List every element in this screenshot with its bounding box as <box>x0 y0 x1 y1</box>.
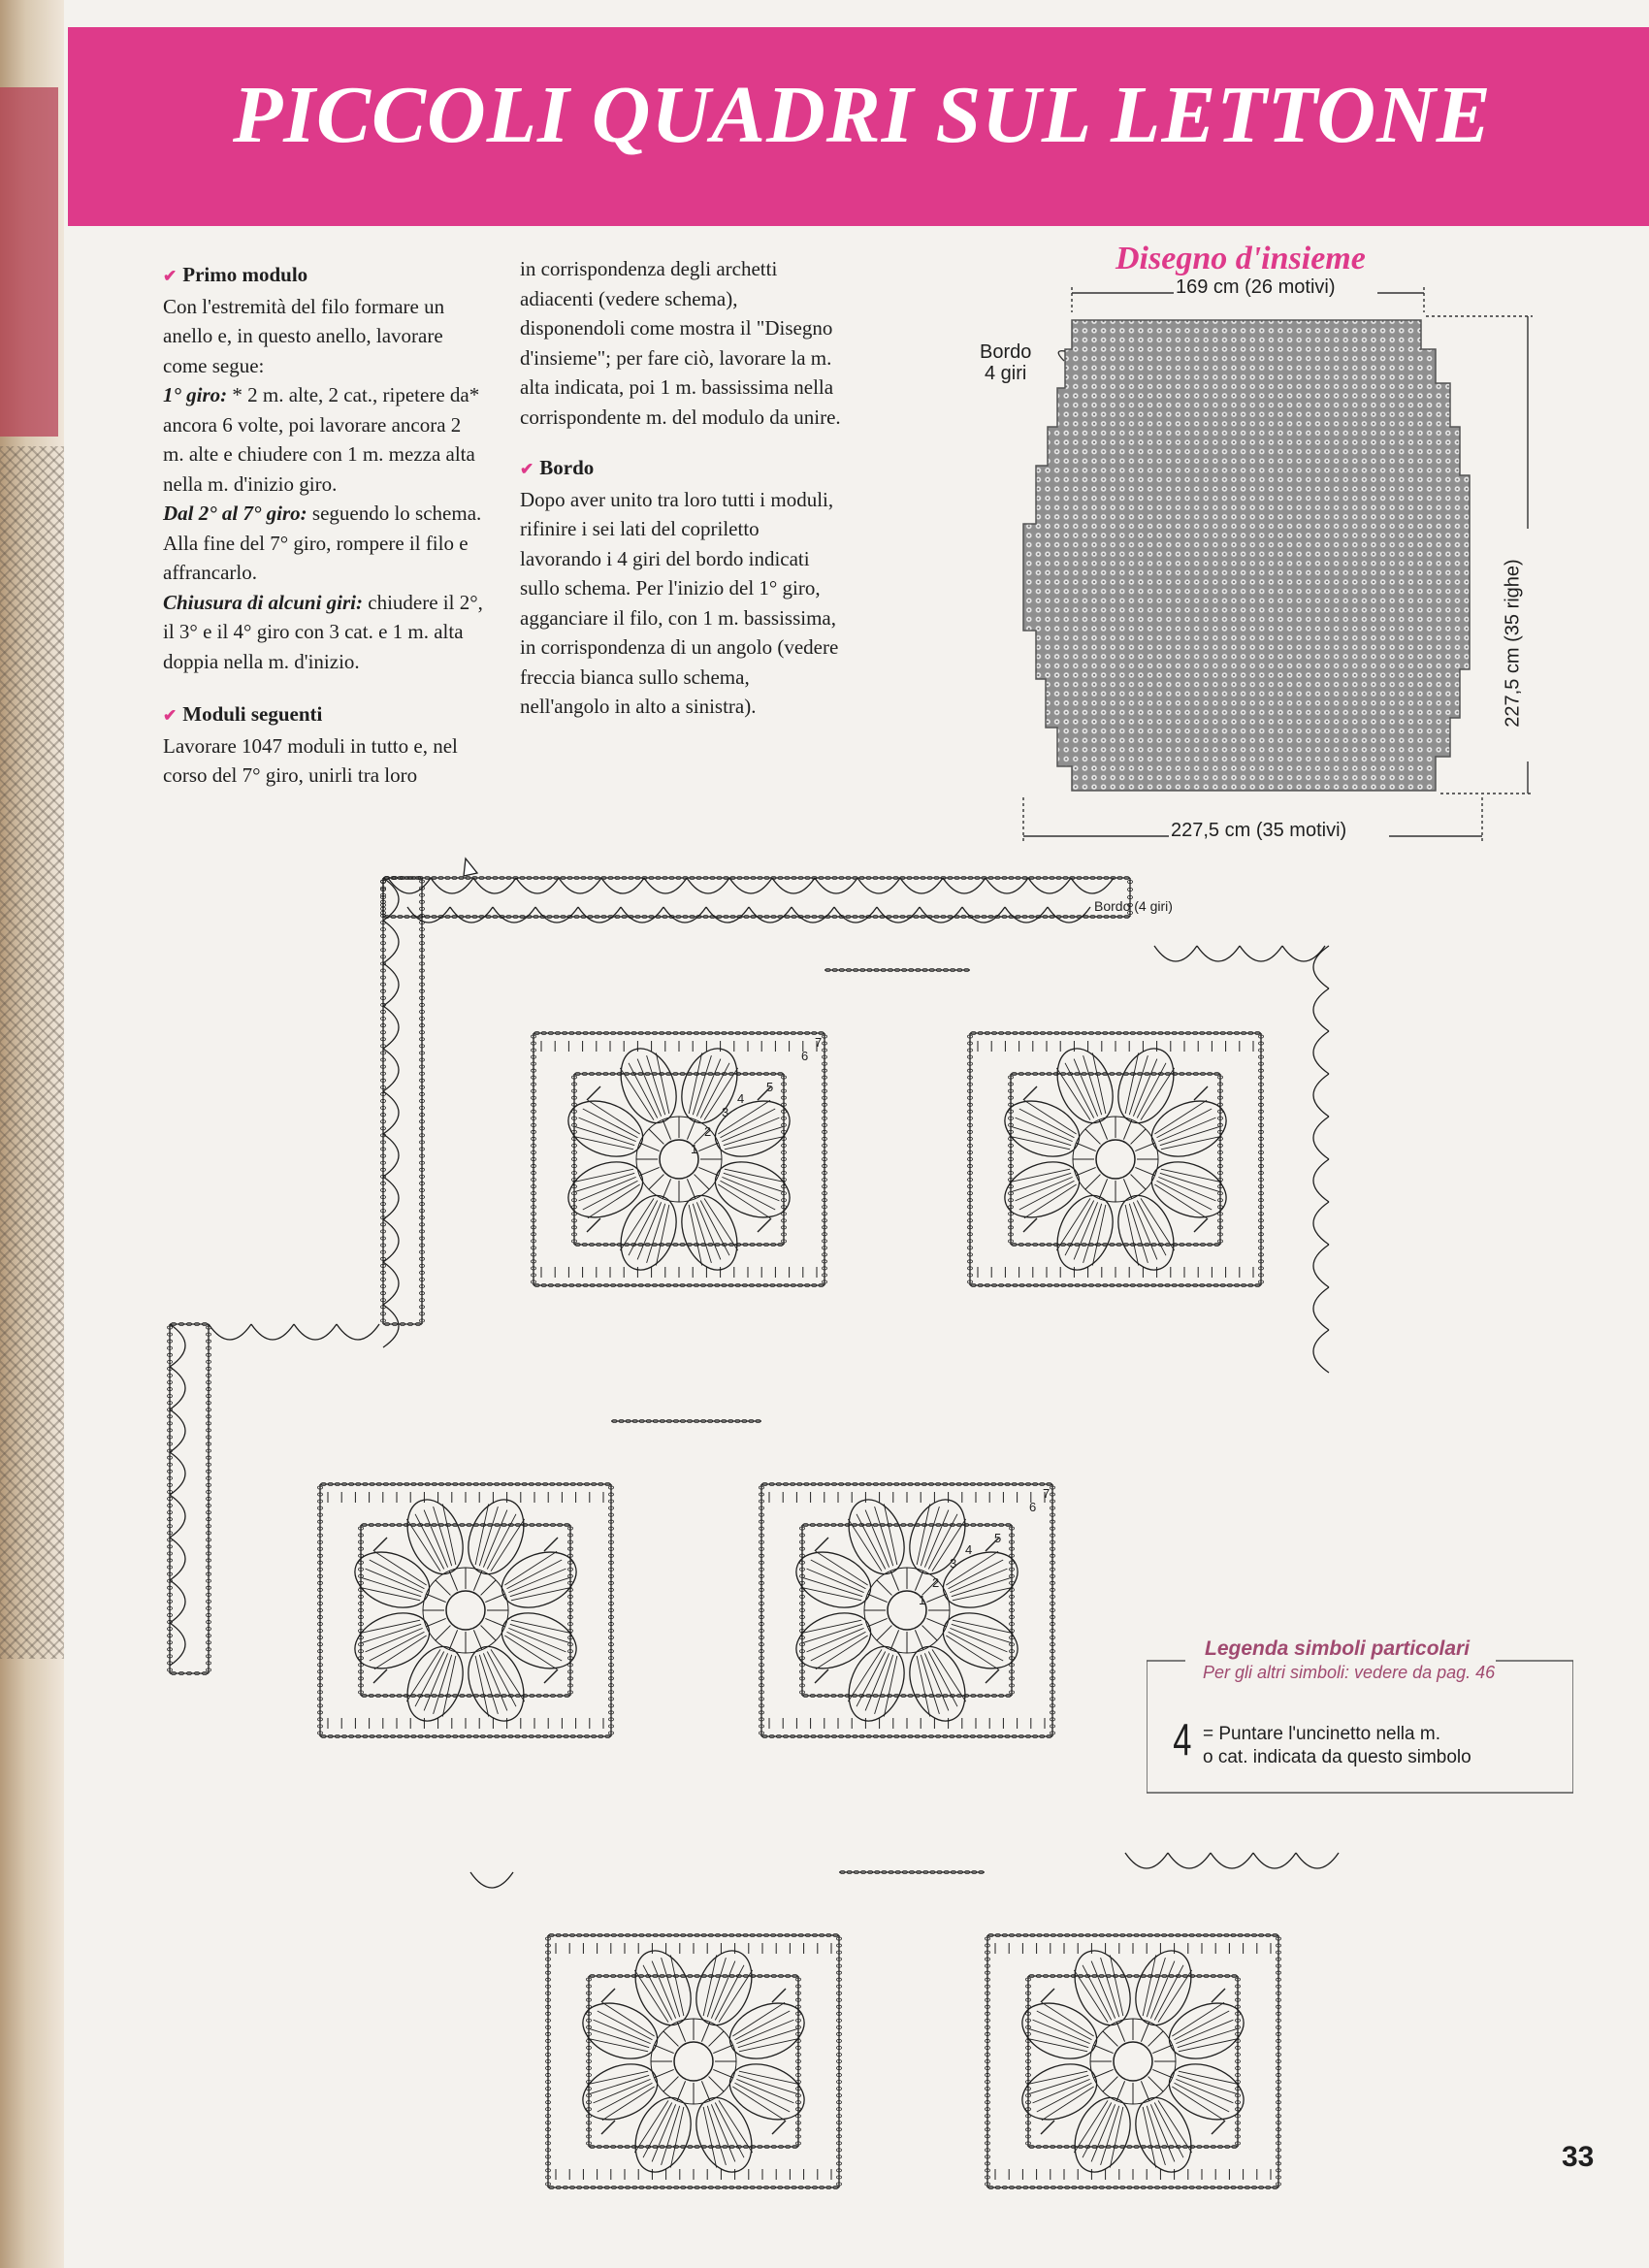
motif-spoke <box>1099 1119 1107 1139</box>
border-arch-left-top <box>251 1324 294 1340</box>
motif-spoke <box>1135 1143 1154 1150</box>
section-heading-moduli-seguenti: ✔ Moduli seguenti <box>163 702 323 726</box>
corner-arrow <box>1212 2121 1225 2134</box>
motif-spoke <box>877 1580 892 1596</box>
overview-bottom-dimension: 227,5 cm (35 motivi) <box>1171 820 1347 841</box>
motif-petal-stitch <box>725 1169 786 1183</box>
motif-petal-stitch <box>475 1505 489 1566</box>
motif-petal-stitch <box>442 1656 456 1717</box>
motif-petal-stitch <box>479 1507 498 1566</box>
motif-spoke <box>449 1571 457 1590</box>
motif-spoke <box>698 1143 718 1150</box>
motif-spoke <box>709 2077 725 2092</box>
bordo-text: Dopo aver unito tra loro tutti i moduli, rifinire i sei lati del copriletto lavorando i 4 giri del bordo indicati sullo schema. Per l'inizio del 1° giro, agganciare il filo, con 1 m. bassissima, in corrispondenza di un angolo (vedere freccia bianca sullo schema, nell'angolo in alto a sinistra). <box>520 487 839 718</box>
round-number: 3 <box>722 1105 729 1119</box>
motif-spoke <box>1076 1143 1095 1150</box>
motif-spoke <box>663 1119 670 1139</box>
round-number: 4 <box>965 1542 973 1557</box>
border-arch-left-top <box>294 1324 337 1340</box>
border-arch-top <box>1028 878 1071 893</box>
round-number: 1 <box>919 1593 926 1607</box>
overview-side-dimension: 227,5 cm (35 righe) <box>1502 559 1524 728</box>
border-arch-top <box>772 878 815 893</box>
motif-spoke <box>687 1179 695 1198</box>
motif-petal-stitch <box>662 2106 680 2165</box>
motif-spoke <box>639 1167 659 1175</box>
motif-center-ring <box>1096 1140 1135 1179</box>
motif-petal-stitch <box>442 1505 456 1566</box>
motif-petal-stitch <box>588 2071 649 2085</box>
motif-petal-stitch <box>1129 1204 1148 1263</box>
motif-petal-stitch <box>670 2107 684 2168</box>
motif-spoke <box>677 2022 685 2041</box>
motif-petal-stitch <box>738 2029 797 2048</box>
motif-petal-stitch <box>1147 2106 1165 2165</box>
corner-arrow <box>1194 1218 1208 1232</box>
motif-spoke <box>1152 2069 1172 2077</box>
motif-spoke <box>926 1618 946 1626</box>
border-arch-top-right <box>1197 946 1240 961</box>
border-arch-right <box>1313 1074 1329 1117</box>
motif-petal-stitch <box>884 1656 897 1717</box>
motif-spoke <box>890 1630 898 1649</box>
motif-spoke <box>639 1143 659 1150</box>
border-arch-top <box>900 878 943 893</box>
motif-spoke <box>1099 1179 1107 1198</box>
section-heading-primo-modulo: ✔ Primo modulo <box>163 263 308 286</box>
motif-petal-stitch <box>1143 2107 1156 2168</box>
border-arch-top-right <box>1240 946 1282 961</box>
motif-petal-stitch <box>1125 1205 1139 1266</box>
motif-spoke <box>915 1571 922 1590</box>
motif-spoke <box>473 1630 481 1649</box>
motif-spoke <box>663 2077 679 2092</box>
corner-arrow <box>1194 1086 1208 1100</box>
chiusura-paragraph: Chiusura di alcuni giri: chiudere il 2°, il 3° e il 4° giro con 3 cat. e 1 m. alta doppia nella m. d'inizio. <box>163 590 483 673</box>
round-number: 2 <box>704 1124 712 1139</box>
motif-petal-stitch <box>875 1507 893 1566</box>
corner-arrow <box>544 1538 558 1551</box>
motif-spoke <box>473 1571 481 1590</box>
motif-spoke <box>1085 1175 1101 1190</box>
motif-petal-stitch <box>511 1587 572 1601</box>
corner-arrow <box>772 2121 786 2134</box>
corner-arrow <box>1041 1989 1054 2002</box>
round-number: 7 <box>815 1035 823 1050</box>
motif-petal-stitch <box>724 1127 783 1146</box>
motif-petal-stitch <box>656 1053 669 1115</box>
motif-spoke <box>1131 1175 1147 1190</box>
primo-modulo-intro: Con l'estremità del filo formare un anello e, in questo anello, lavorare come segue: <box>163 294 445 377</box>
border-arch-top-2 <box>621 907 663 923</box>
round-number: 1 <box>691 1142 698 1156</box>
motif-petal-stitch <box>803 1624 862 1642</box>
motif-spoke <box>663 2031 679 2047</box>
corner-arrow <box>373 1538 387 1551</box>
round-number: 6 <box>1029 1500 1037 1514</box>
motif-petal-stitch <box>590 2075 649 2093</box>
motif-petal-stitch <box>434 1655 452 1714</box>
motif-petal-stitch <box>573 1169 634 1183</box>
motif-petal-stitch <box>475 1656 489 1717</box>
border-arch-top-2 <box>706 907 749 923</box>
border-arch-top-right <box>1282 946 1325 961</box>
motif-petal-stitch <box>1101 2106 1119 2165</box>
motif-petal-stitch <box>738 2075 797 2093</box>
motif-spoke <box>677 2081 685 2100</box>
motif-spoke <box>890 1571 898 1590</box>
corner-arrow <box>601 2121 615 2134</box>
motif-petal-stitch <box>693 1055 711 1115</box>
motif-spoke <box>867 1618 887 1626</box>
motif-spoke <box>649 1175 664 1190</box>
border-arch-bottom-right <box>1168 1853 1211 1868</box>
moduli-seguenti-continued: in corrispondenza degli archetti adiacenti (vedere schema), disponendoli come mostra il "Disegno d'insieme"; per fare ciò, lavorare la m. alta indicata, poi 1 m. bassissima nella corrispondente m. del modulo da unire. <box>520 257 841 429</box>
border-arch-top <box>687 878 729 893</box>
motif-petal-stitch <box>1161 1169 1222 1183</box>
motif-petal-stitch <box>1160 1173 1219 1191</box>
border-arch-right <box>1313 1330 1329 1373</box>
motif-petal-stitch <box>917 1656 930 1717</box>
motif-petal-stitch <box>801 1587 862 1601</box>
border-arch-left-top <box>209 1324 251 1340</box>
motif-petal-stitch <box>1161 1136 1222 1150</box>
motif-spoke <box>1123 1179 1131 1198</box>
motif-spoke <box>426 1618 445 1626</box>
motif-petal-stitch <box>921 1507 939 1566</box>
motif-petal-stitch <box>952 1624 1011 1642</box>
overview-top-dimension: 169 cm (26 motivi) <box>1176 276 1336 298</box>
motif-spoke <box>695 1175 710 1190</box>
motif-petal-stitch <box>689 1205 702 1266</box>
motif-spoke <box>1141 2022 1148 2041</box>
motif-spoke <box>713 2069 732 2077</box>
motif-spoke <box>709 2031 725 2047</box>
motif-spoke <box>649 1129 664 1145</box>
giro2-paragraph: Dal 2° al 7° giro: seguendo lo schema. Alla fine del 7° giro, rompere il filo e affrancarlo. <box>163 502 482 584</box>
motif-petal-stitch <box>875 1655 893 1714</box>
border-arch-top-2 <box>834 907 877 923</box>
round-number: 5 <box>766 1080 774 1094</box>
border-arch-top-2 <box>578 907 621 923</box>
corner-arrow <box>1023 1086 1037 1100</box>
motif-petal-stitch <box>1010 1169 1071 1183</box>
motif-petal-stitch <box>1012 1173 1071 1191</box>
motif-petal-stitch <box>575 1127 634 1146</box>
round-number: 3 <box>950 1556 957 1571</box>
motif-center-ring <box>446 1591 485 1630</box>
border-arch-right <box>1313 1202 1329 1245</box>
border-arch-right <box>1313 988 1329 1031</box>
motif-petal-stitch <box>953 1587 1014 1601</box>
border-arch-top <box>559 878 601 893</box>
motif-petal-stitch <box>360 1587 421 1601</box>
motif-petal-stitch <box>1160 1127 1219 1146</box>
motif-petal-stitch <box>1027 2071 1088 2085</box>
motif-petal-stitch <box>1012 1127 1071 1146</box>
corner-arrow <box>1212 1989 1225 2002</box>
motif-petal-stitch <box>1083 1055 1102 1115</box>
motif-petal-stitch <box>479 1655 498 1714</box>
border-arch-top-2 <box>877 907 920 923</box>
section-heading-bordo: ✔ Bordo <box>520 456 595 479</box>
border-arch-left-lower <box>170 1324 185 1367</box>
page-number: 33 <box>1562 2141 1595 2173</box>
border-arch-top-right <box>1154 946 1197 961</box>
corner-arrow <box>815 1538 828 1551</box>
corner-arrow <box>1023 1218 1037 1232</box>
motif-petal-stitch <box>590 2029 649 2048</box>
motif-spoke <box>922 1626 938 1641</box>
round-number: 5 <box>994 1531 1002 1545</box>
motif-petal-stitch <box>1029 2029 1088 2048</box>
motif-petal-stitch <box>801 1620 862 1634</box>
motif-spoke <box>915 1630 922 1649</box>
motif-spoke <box>449 1630 457 1649</box>
motif-spoke <box>1135 1167 1154 1175</box>
border-arch-left-lower <box>170 1495 185 1538</box>
motif-spoke <box>713 2045 732 2053</box>
motif-petal-stitch <box>662 1958 680 2017</box>
motif-petal-stitch <box>362 1578 421 1597</box>
check-icon: ✔ <box>520 460 534 478</box>
motif-petal-stitch <box>917 1505 930 1566</box>
motif-spoke <box>485 1594 504 1602</box>
motif-petal-stitch <box>803 1578 862 1597</box>
moduli-seguenti-text: Lavorare 1047 moduli in tutto e, nel corso del 7° giro, unirli tra loro <box>163 733 458 787</box>
motif-spoke <box>663 1179 670 1198</box>
motif-petal-stitch <box>434 1507 452 1566</box>
motif-spoke <box>1152 2045 1172 2053</box>
motif-petal-stitch <box>952 1578 1011 1597</box>
motif-petal-stitch <box>1129 1055 1148 1115</box>
motif-petal-stitch <box>884 1505 897 1566</box>
motif-spoke <box>436 1626 451 1641</box>
motif-petal-stitch <box>647 1055 665 1115</box>
motif-petal-stitch <box>647 1204 665 1263</box>
motif-spoke <box>1116 2022 1124 2041</box>
border-arch-top-2 <box>792 907 834 923</box>
motif-petal-stitch <box>707 2106 726 2165</box>
round-number: 7 <box>1043 1486 1051 1501</box>
border-arch-top <box>473 878 516 893</box>
border-arch-top-2 <box>962 907 1005 923</box>
border-arch-top-2 <box>1005 907 1048 923</box>
border-arch-right <box>1313 1287 1329 1330</box>
motif-spoke <box>1093 2069 1113 2077</box>
motif-spoke <box>1141 2081 1148 2100</box>
motif-petal-stitch <box>1092 1205 1106 1266</box>
motif-spoke <box>654 2069 673 2077</box>
corner-arrow <box>373 1669 387 1683</box>
border-arch-top-2 <box>535 907 578 923</box>
border-arch-bottom-right <box>1211 1853 1253 1868</box>
motif-spoke <box>701 2022 709 2041</box>
border-arch-right <box>1313 946 1329 988</box>
motif-petal-stitch <box>921 1655 939 1714</box>
motif-petal-stitch <box>1027 2038 1088 2052</box>
motif-center-ring <box>1114 2042 1152 2081</box>
border-arch-top <box>729 878 772 893</box>
check-icon: ✔ <box>163 267 178 285</box>
motif-petal-stitch <box>1125 1053 1139 1115</box>
motif-petal-stitch <box>1110 2107 1123 2168</box>
diagram-border-label: Bordo (4 giri) <box>1094 898 1173 914</box>
motif-petal-stitch <box>703 1956 717 2017</box>
border-arch-top <box>431 878 473 893</box>
corner-arrow <box>544 1669 558 1683</box>
border-arch-top <box>1071 878 1114 893</box>
motif-petal-stitch <box>1110 1956 1123 2017</box>
round-number: 6 <box>801 1049 809 1063</box>
motif-spoke <box>1148 2031 1164 2047</box>
corner-arrow <box>772 1989 786 2002</box>
motif-center-ring <box>674 2042 713 2081</box>
motif-petal-stitch <box>360 1620 421 1634</box>
motif-petal-stitch <box>575 1173 634 1191</box>
motif-petal-stitch <box>510 1624 569 1642</box>
motif-spoke <box>926 1594 946 1602</box>
motif-spoke <box>481 1580 497 1596</box>
motif-spoke <box>1103 2077 1118 2092</box>
round-number: 2 <box>932 1575 940 1590</box>
motif-petal-stitch <box>1083 1204 1102 1263</box>
border-arch-bottom-right <box>1125 1853 1168 1868</box>
motif-spoke <box>654 2045 673 2053</box>
legend-subtitle: Per gli altri simboli: vedere da pag. 46 <box>1203 1663 1496 1682</box>
border-arch-left <box>383 878 399 921</box>
motif-spoke <box>481 1626 497 1641</box>
border-arch-top <box>516 878 559 893</box>
border-arch-right <box>1313 1159 1329 1202</box>
motif-petal-stitch <box>588 2038 649 2052</box>
border-arch-top-2 <box>1048 907 1090 923</box>
border-arch-top <box>601 878 644 893</box>
motif-petal-stitch <box>1179 2071 1240 2085</box>
border-arch-bottom-right <box>1253 1853 1296 1868</box>
motif-petal-stitch <box>1143 1956 1156 2017</box>
motif-spoke <box>877 1626 892 1641</box>
motif-petal-stitch <box>953 1620 1014 1634</box>
motif-petal-stitch <box>1092 1053 1106 1115</box>
border-arch-right <box>1313 1245 1329 1287</box>
motif-spoke <box>426 1594 445 1602</box>
border-arch-top <box>644 878 687 893</box>
motif-petal-stitch <box>689 1053 702 1115</box>
motif-spoke <box>687 1119 695 1139</box>
corner-arrow <box>758 1218 771 1232</box>
motif-petal-stitch <box>1179 2038 1240 2052</box>
border-arch-top-2 <box>493 907 535 923</box>
motif-spoke <box>701 2081 709 2100</box>
corner-arrow <box>815 1669 828 1683</box>
legend-description: = Puntare l'uncinetto nella m. o cat. indicata da questo simbolo <box>1203 1724 1471 1767</box>
motif-petal-stitch <box>739 2038 800 2052</box>
motif-petal-stitch <box>693 1204 711 1263</box>
motif-petal-stitch <box>739 2071 800 2085</box>
motif-spoke <box>698 1167 718 1175</box>
motif-petal-stitch <box>670 1956 684 2017</box>
check-icon: ✔ <box>163 706 178 725</box>
motif-spoke <box>1148 2077 1164 2092</box>
legend-title: Legenda simboli particolari <box>1205 1637 1471 1660</box>
motif-spoke <box>1085 1129 1101 1145</box>
motif-petal-stitch <box>1010 1136 1071 1150</box>
corner-arrow <box>601 1989 615 2002</box>
border-arch-top-2 <box>749 907 792 923</box>
border-arch-top-2 <box>450 907 493 923</box>
motif-petal-stitch <box>362 1624 421 1642</box>
giro1-paragraph: 1° giro: * 2 m. alte, 2 cat., ripetere da* ancora 6 volte, poi lavorare ancora 2 m. alte e chiudere con 1 m. mezza alta nella m. d'inizio giro. <box>163 383 480 496</box>
motif-spoke <box>1076 1167 1095 1175</box>
motif-spoke <box>1116 2081 1124 2100</box>
motif-spoke <box>436 1580 451 1596</box>
border-arch-top-2 <box>920 907 962 923</box>
corner-arrow <box>986 1669 999 1683</box>
page-title: PICCOLI QUADRI SUL LETTONE <box>233 70 1492 160</box>
round-number: 4 <box>737 1091 745 1106</box>
border-arch-left <box>383 1049 399 1091</box>
motif-petal-stitch <box>724 1173 783 1191</box>
corner-arrow <box>1041 2121 1054 2134</box>
border-arch-right <box>1313 1117 1329 1159</box>
border-arch-top <box>815 878 857 893</box>
motif-petal-stitch <box>1178 2029 1237 2048</box>
border-arch-top <box>986 878 1028 893</box>
border-arch-top-2 <box>407 907 450 923</box>
border-arch-right <box>1313 1031 1329 1074</box>
motif-petal-stitch <box>725 1136 786 1150</box>
motif-petal-stitch <box>510 1578 569 1597</box>
border-arch-bottom <box>470 1872 513 1888</box>
motif-spoke <box>1093 2045 1113 2053</box>
start-arrow-icon <box>464 859 477 876</box>
motif-spoke <box>1131 1129 1147 1145</box>
border-arch-top <box>943 878 986 893</box>
motif-petal-stitch <box>703 2107 717 2168</box>
motif-petal-stitch <box>1101 1958 1119 2017</box>
motif-spoke <box>1103 2031 1118 2047</box>
border-arch-left <box>383 1262 399 1305</box>
border-arch-left-top <box>337 1324 379 1340</box>
overview-border-label: Bordo 4 giri <box>980 341 1032 384</box>
corner-arrow <box>587 1086 600 1100</box>
motif-spoke <box>485 1618 504 1626</box>
motif-petal-stitch <box>1147 1958 1165 2017</box>
motif-spoke <box>867 1594 887 1602</box>
border-arch-top-2 <box>663 907 706 923</box>
motif-spoke <box>1123 1119 1131 1139</box>
motif-petal-stitch <box>656 1205 669 1266</box>
overview-title: Disegno d'insieme <box>1116 241 1366 276</box>
corner-arrow <box>587 1218 600 1232</box>
motif-petal-stitch <box>1029 2075 1088 2093</box>
motif-petal-stitch <box>573 1136 634 1150</box>
border-arch-bottom-right <box>1296 1853 1339 1868</box>
motif-petal-stitch <box>1178 2075 1237 2093</box>
legend-symbol: 4 <box>1173 1714 1192 1765</box>
border-arch-top <box>857 878 900 893</box>
motif-petal-stitch <box>707 1958 726 2017</box>
motif-petal-stitch <box>511 1620 572 1634</box>
border-arch-left <box>383 1305 399 1347</box>
